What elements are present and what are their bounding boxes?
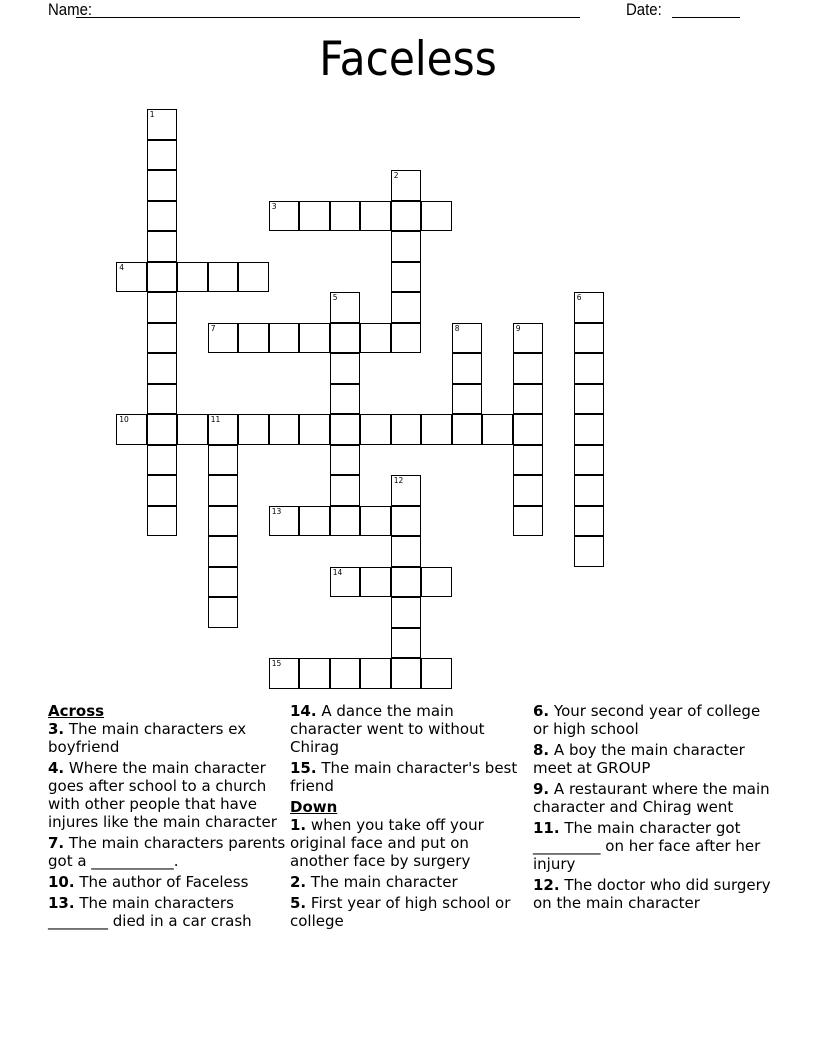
- grid-cell[interactable]: [452, 414, 483, 445]
- grid-cell[interactable]: [208, 475, 239, 506]
- down-clue: [533, 780, 773, 816]
- down-clue: [290, 894, 530, 930]
- clue-number: 6.: [533, 702, 550, 720]
- clue-text: The main character got _________ on her face after her injury: [533, 819, 761, 873]
- clue-text: A restaurant where the main character and Chirag went: [533, 780, 770, 816]
- grid-cell[interactable]: [147, 353, 178, 384]
- grid-cell[interactable]: [452, 353, 483, 384]
- down-clue: [290, 873, 530, 891]
- clue-number: 12: [393, 476, 404, 486]
- grid-cell[interactable]: [238, 323, 269, 354]
- grid-cell[interactable]: [360, 201, 391, 232]
- grid-cell[interactable]: [391, 567, 422, 598]
- grid-cell[interactable]: [208, 597, 239, 628]
- grid-cell[interactable]: [269, 323, 300, 354]
- grid-cell[interactable]: [147, 445, 178, 476]
- grid-cell[interactable]: [330, 323, 361, 354]
- grid-cell[interactable]: [391, 506, 422, 537]
- grid-cell[interactable]: [360, 323, 391, 354]
- down-heading: Down: [290, 798, 338, 816]
- grid-cell[interactable]: [147, 140, 178, 171]
- down-clue: [533, 819, 773, 873]
- grid-cell[interactable]: [421, 567, 452, 598]
- clue-number: 9.: [533, 780, 550, 798]
- grid-cell[interactable]: [208, 323, 239, 354]
- grid-cell[interactable]: [513, 475, 544, 506]
- grid-cell[interactable]: [513, 445, 544, 476]
- clue-number: 8: [454, 323, 460, 333]
- grid-cell[interactable]: [360, 658, 391, 689]
- grid-cell[interactable]: [513, 353, 544, 384]
- grid-cell[interactable]: [391, 414, 422, 445]
- grid-cell[interactable]: [238, 262, 269, 293]
- across-clue: [48, 894, 288, 930]
- grid-cell[interactable]: [421, 201, 452, 232]
- clue-text: The doctor who did surgery on the main character: [533, 876, 771, 912]
- grid-cell[interactable]: [330, 353, 361, 384]
- across-clue: [48, 759, 288, 831]
- clue-text: The main characters parents got a ___________.: [48, 834, 286, 870]
- grid-cell[interactable]: [574, 506, 605, 537]
- grid-cell[interactable]: [574, 475, 605, 506]
- clue-number: 8.: [533, 741, 550, 759]
- clue-number: 11.: [533, 819, 560, 837]
- date-field[interactable]: [672, 17, 740, 18]
- grid-cell[interactable]: [116, 262, 147, 293]
- grid-cell[interactable]: [574, 292, 605, 323]
- clue-number: 9: [515, 323, 521, 333]
- clue-text: Your second year of college or high school: [533, 702, 761, 738]
- grid-cell[interactable]: [513, 414, 544, 445]
- grid-cell[interactable]: [330, 475, 361, 506]
- grid-cell[interactable]: [330, 445, 361, 476]
- grid-cell[interactable]: [299, 323, 330, 354]
- grid-cell[interactable]: [147, 262, 178, 293]
- across-clue: [48, 834, 288, 870]
- grid-cell[interactable]: [147, 414, 178, 445]
- clue-number: 1: [149, 110, 155, 120]
- clue-number: 6: [576, 293, 582, 303]
- grid-cell[interactable]: [391, 597, 422, 628]
- clue-text: when you take off your original face and put on another face by surgery: [290, 816, 484, 870]
- grid-cell[interactable]: [147, 231, 178, 262]
- clues-column-2: [290, 702, 530, 933]
- grid-cell[interactable]: [574, 414, 605, 445]
- grid-cell[interactable]: [299, 658, 330, 689]
- grid-cell[interactable]: [391, 536, 422, 567]
- grid-cell[interactable]: [391, 201, 422, 232]
- grid-cell[interactable]: [269, 658, 300, 689]
- grid-cell[interactable]: [330, 201, 361, 232]
- grid-cell[interactable]: [513, 506, 544, 537]
- grid-cell[interactable]: [421, 414, 452, 445]
- clue-text: Where the main character goes after school to a church with other people that have injures like the main character: [48, 759, 277, 831]
- grid-cell[interactable]: [147, 475, 178, 506]
- grid-cell[interactable]: [513, 384, 544, 415]
- clue-text: The main characters ex boyfriend: [48, 720, 247, 756]
- grid-cell[interactable]: [360, 414, 391, 445]
- grid-cell[interactable]: [330, 292, 361, 323]
- grid-cell[interactable]: [208, 567, 239, 598]
- grid-cell[interactable]: [360, 567, 391, 598]
- clue-number: 13.: [48, 894, 75, 912]
- clue-text: The author of Faceless: [79, 873, 249, 891]
- clue-text: A boy the main character meet at GROUP: [533, 741, 745, 777]
- grid-cell[interactable]: [269, 201, 300, 232]
- grid-cell[interactable]: [208, 445, 239, 476]
- grid-cell[interactable]: [391, 170, 422, 201]
- clue-number: 5: [332, 293, 338, 303]
- grid-cell[interactable]: [299, 201, 330, 232]
- clue-number: 1.: [290, 816, 307, 834]
- grid-cell[interactable]: [208, 536, 239, 567]
- date-label: Date:: [626, 0, 662, 19]
- grid-cell[interactable]: [147, 323, 178, 354]
- grid-cell[interactable]: [513, 323, 544, 354]
- grid-cell[interactable]: [391, 658, 422, 689]
- clue-text: The main character: [310, 873, 458, 891]
- grid-cell[interactable]: [330, 384, 361, 415]
- grid-cell[interactable]: [330, 414, 361, 445]
- across-clue: [290, 759, 530, 795]
- clue-number: 12.: [533, 876, 560, 894]
- grid-cell[interactable]: [482, 414, 513, 445]
- clue-number: 2.: [290, 873, 307, 891]
- clue-number: 2: [393, 171, 399, 181]
- across-clue: [48, 720, 288, 756]
- grid-cell[interactable]: [238, 414, 269, 445]
- grid-cell[interactable]: [330, 506, 361, 537]
- name-label: Name:: [48, 0, 93, 19]
- grid-cell[interactable]: [391, 323, 422, 354]
- clue-number: 3.: [48, 720, 65, 738]
- grid-cell[interactable]: [147, 109, 178, 140]
- clue-number: 10: [119, 415, 129, 425]
- grid-cell[interactable]: [574, 536, 605, 567]
- clue-text: The main characters ________ died in a car crash: [48, 894, 252, 930]
- clue-number: 14.: [290, 702, 317, 720]
- grid-cell[interactable]: [208, 262, 239, 293]
- clue-number: 4.: [48, 759, 65, 777]
- grid-cell[interactable]: [574, 445, 605, 476]
- clues-column-3: [533, 702, 773, 915]
- grid-cell[interactable]: [574, 323, 605, 354]
- grid-cell[interactable]: [269, 414, 300, 445]
- clue-text: First year of high school or college: [290, 894, 511, 930]
- grid-cell[interactable]: [574, 384, 605, 415]
- grid-cell[interactable]: [177, 414, 208, 445]
- grid-cell[interactable]: [391, 292, 422, 323]
- grid-cell[interactable]: [116, 414, 147, 445]
- across-heading: Across: [48, 702, 105, 720]
- grid-cell[interactable]: [177, 262, 208, 293]
- grid-cell[interactable]: [391, 262, 422, 293]
- grid-cell[interactable]: [452, 384, 483, 415]
- puzzle-title: Faceless: [319, 32, 497, 87]
- clue-number: 7.: [48, 834, 65, 852]
- across-clue: [48, 873, 288, 891]
- clues-column-1: [48, 702, 288, 933]
- grid-cell[interactable]: [421, 658, 452, 689]
- clue-number: 15: [271, 659, 282, 669]
- grid-cell[interactable]: [330, 567, 361, 598]
- down-clue: [533, 702, 773, 738]
- grid-cell[interactable]: [147, 506, 178, 537]
- across-clue: [290, 702, 530, 756]
- grid-cell[interactable]: [391, 628, 422, 659]
- down-clue: [290, 816, 530, 870]
- clue-number: 5.: [290, 894, 307, 912]
- clue-number: 11: [210, 415, 221, 425]
- down-clue: [533, 876, 773, 912]
- clue-number: 15.: [290, 759, 317, 777]
- grid-cell[interactable]: [391, 231, 422, 262]
- clue-text: A dance the main character went to without Chirag: [290, 702, 485, 756]
- grid-cell[interactable]: [391, 475, 422, 506]
- grid-cell[interactable]: [574, 353, 605, 384]
- grid-cell[interactable]: [360, 506, 391, 537]
- clue-number: 7: [210, 323, 216, 333]
- clue-number: 10.: [48, 873, 75, 891]
- grid-cell[interactable]: [330, 658, 361, 689]
- clue-number: 13: [271, 506, 282, 516]
- clue-number: 4: [119, 262, 125, 272]
- clue-number: 14: [332, 567, 343, 577]
- grid-cell[interactable]: [269, 506, 300, 537]
- grid-cell[interactable]: [147, 170, 178, 201]
- clue-number: 3: [271, 201, 277, 211]
- clue-text: The main character's best friend: [290, 759, 518, 795]
- grid-cell[interactable]: [299, 506, 330, 537]
- grid-cell[interactable]: [147, 201, 178, 232]
- grid-cell[interactable]: [299, 414, 330, 445]
- grid-cell[interactable]: [147, 384, 178, 415]
- name-field[interactable]: [76, 17, 580, 18]
- grid-cell[interactable]: [208, 414, 239, 445]
- grid-cell[interactable]: [147, 292, 178, 323]
- down-clue: [533, 741, 773, 777]
- grid-cell[interactable]: [452, 323, 483, 354]
- grid-cell[interactable]: [208, 506, 239, 537]
